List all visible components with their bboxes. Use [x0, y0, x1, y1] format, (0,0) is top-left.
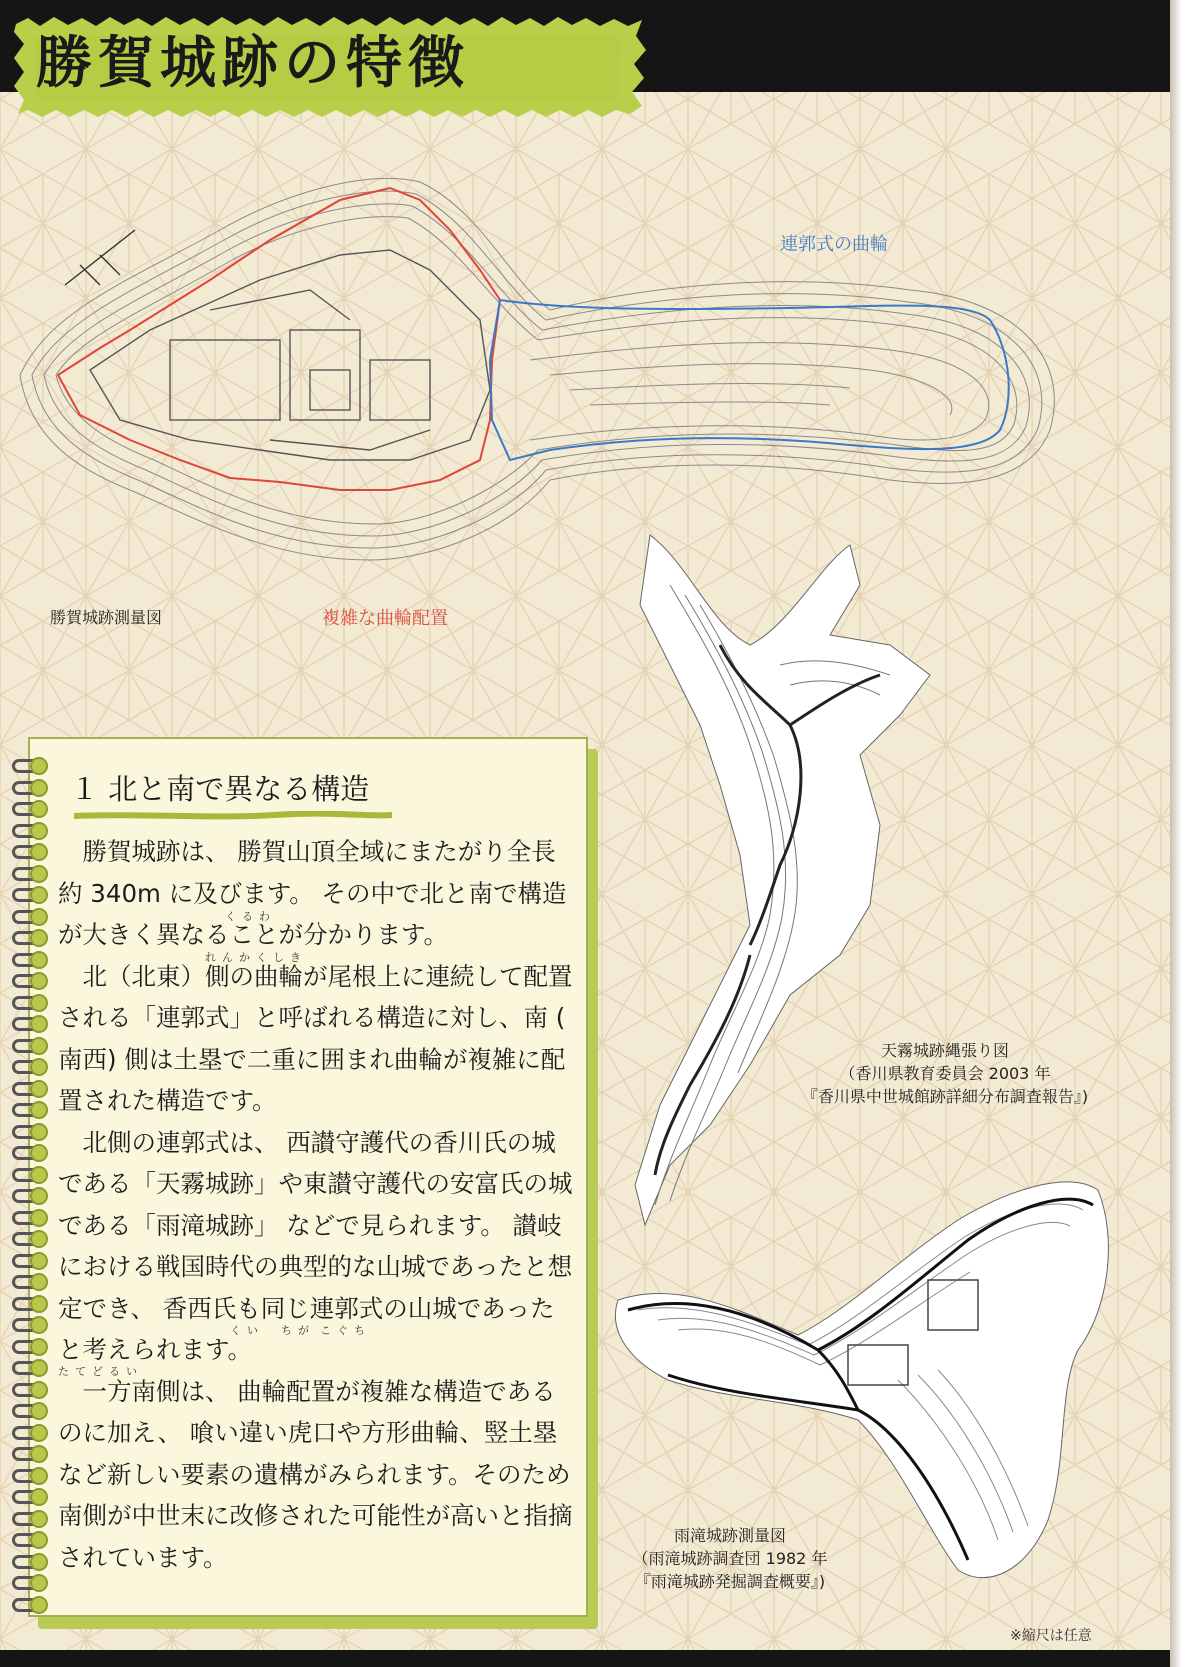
notepad-ring — [12, 906, 46, 928]
notepad-ring — [12, 927, 46, 949]
notepad-ring — [12, 777, 46, 799]
notepad-ring — [12, 841, 46, 863]
ring-hole — [30, 1316, 48, 1334]
main-map-caption: 勝賀城跡測量図 — [50, 608, 163, 627]
notepad-ring — [12, 798, 46, 820]
notepad-ring — [12, 1508, 46, 1530]
ring-hole — [30, 1273, 48, 1291]
ring-hole — [30, 1531, 48, 1549]
ring-hole — [30, 1424, 48, 1442]
notepad-ring — [12, 1207, 46, 1229]
notepad-ring — [12, 755, 46, 777]
paragraph-4: 一方南側は、 曲輪配置が複雑な構造であるのに加え、 喰い違い虎口や方形曲輪、竪土塁など新しい要素の遺構がみられます。そのため南側が中世末に改修された可能性が高いと指摘されています。 — [58, 1376, 573, 1572]
notepad-ring — [12, 1056, 46, 1078]
ring-hole — [30, 1381, 48, 1399]
ring-hole — [30, 1058, 48, 1076]
notepad-ring — [12, 1314, 46, 1336]
furigana-kuruwa: くるわ — [225, 910, 276, 923]
notepad-ring — [12, 1035, 46, 1057]
furigana-renkakushiki: れんかくしき — [205, 951, 307, 964]
renkaku-label: 連郭式の曲輪 — [780, 234, 888, 255]
notepad-ring — [12, 992, 46, 1014]
ring-hole — [30, 1510, 48, 1528]
furigana-koguchi: こぐち — [320, 1324, 371, 1337]
ring-hole — [30, 1144, 48, 1162]
amagiri-castle-map — [630, 525, 970, 1245]
ring-hole — [30, 1080, 48, 1098]
ring-hole — [30, 800, 48, 818]
ring-hole — [30, 1037, 48, 1055]
ring-hole — [30, 1338, 48, 1356]
ring-hole — [30, 779, 48, 797]
notepad-ring — [12, 1293, 46, 1315]
furigana-kuichigai: くい ちが — [230, 1324, 315, 1337]
ring-hole — [30, 994, 48, 1012]
amataki-caption-3: 『雨滝城跡発掘調査概要』) — [634, 1572, 826, 1591]
notepad-ring — [12, 884, 46, 906]
notepad-ring — [12, 1099, 46, 1121]
bottom-dark-band — [0, 1650, 1200, 1667]
complex-label: 複雑な曲輪配置 — [322, 608, 448, 629]
notepad-ring — [12, 1379, 46, 1401]
notepad-ring — [12, 1400, 46, 1422]
amagiri-caption-3: 『香川県中世城館跡詳細分布調査報告』) — [801, 1087, 1089, 1106]
notepad-ring — [12, 1271, 46, 1293]
scale-note: ※縮尺は任意 — [1010, 1628, 1092, 1644]
paragraph-2: 北（北東）側の曲輪が尾根上に連続して配置される「連郭式」と呼ばれる構造に対し、南 ( 南西) 側は土塁で二重に囲まれ曲輪が複雑に配置された構造です。 — [58, 961, 573, 1115]
ring-hole — [30, 757, 48, 775]
notepad-ring — [12, 1121, 46, 1143]
ring-hole — [30, 951, 48, 969]
notepad-ring — [12, 970, 46, 992]
page-title: 勝賀城跡の特徴 — [36, 30, 470, 96]
furigana-tatedorui: たてどるい — [58, 1365, 143, 1378]
ring-hole — [30, 865, 48, 883]
ring-hole — [30, 1295, 48, 1313]
ring-hole — [30, 1187, 48, 1205]
notepad-ring — [12, 1228, 46, 1250]
notepad-ring — [12, 1422, 46, 1444]
notepad — [28, 737, 588, 1617]
ring-hole — [30, 1101, 48, 1119]
ring-hole — [30, 1596, 48, 1614]
ring-hole — [30, 1488, 48, 1506]
page-edge — [1170, 0, 1200, 1667]
notepad-ring — [12, 1551, 46, 1573]
notepad-ring — [12, 1357, 46, 1379]
ring-hole — [30, 929, 48, 947]
notepad-ring — [12, 1078, 46, 1100]
notepad-ring — [12, 1594, 46, 1616]
ring-hole — [30, 1574, 48, 1592]
notepad-ring — [12, 1185, 46, 1207]
ring-hole — [30, 908, 48, 926]
ring-hole — [30, 1209, 48, 1227]
ring-hole — [30, 843, 48, 861]
section-heading: １ 北と南で異なる構造 — [70, 772, 370, 806]
ring-hole — [30, 822, 48, 840]
katsuga-castle-survey-map — [10, 160, 1090, 580]
notepad-ring — [12, 1013, 46, 1035]
ring-hole — [30, 1123, 48, 1141]
ring-hole — [30, 972, 48, 990]
ring-hole — [30, 1015, 48, 1033]
notepad-ring — [12, 1142, 46, 1164]
ring-hole — [30, 1445, 48, 1463]
notepad-ring — [12, 1465, 46, 1487]
amagiri-caption-1: 天霧城跡縄張り図 — [880, 1041, 1009, 1060]
notepad-ring — [12, 1529, 46, 1551]
section-body — [58, 831, 578, 1578]
notepad-ring — [12, 820, 46, 842]
amataki-caption-2: （雨滝城跡調査団 1982 年 — [632, 1549, 828, 1568]
notepad-paper — [28, 737, 588, 1617]
notepad-rings — [12, 755, 52, 1605]
notepad-ring — [12, 863, 46, 885]
ring-hole — [30, 1166, 48, 1184]
notepad-ring — [12, 1486, 46, 1508]
paragraph-3: 北側の連郭式は、 西讃守護代の香川氏の城である「天霧城跡」や東讃守護代の安富氏の城である「雨滝城跡」 などで見られます。 讃岐における戦国時代の典型的な山城であったと想定でき、 香西氏も同じ連郭式の山城であったと考えられます。 — [58, 1127, 573, 1364]
notepad-ring — [12, 1336, 46, 1358]
heading-underline — [74, 811, 392, 821]
ring-hole — [30, 1230, 48, 1248]
notepad-ring — [12, 1164, 46, 1186]
ring-hole — [30, 1252, 48, 1270]
ring-hole — [30, 1402, 48, 1420]
ring-hole — [30, 1467, 48, 1485]
notepad-ring — [12, 1572, 46, 1594]
ring-hole — [30, 886, 48, 904]
amagiri-caption-2: （香川県教育委員会 2003 年 — [839, 1064, 1051, 1083]
notepad-ring — [12, 949, 46, 971]
notepad-ring — [12, 1443, 46, 1465]
ring-hole — [30, 1359, 48, 1377]
amataki-caption-1: 雨滝城跡測量図 — [673, 1526, 786, 1545]
notepad-ring — [12, 1250, 46, 1272]
ring-hole — [30, 1553, 48, 1571]
paragraph-1: 勝賀城跡は、 勝賀山頂全域にまたがり全長約 340m に及びます。 その中で北と南で構造が大きく異なることが分かります。 — [58, 837, 567, 949]
